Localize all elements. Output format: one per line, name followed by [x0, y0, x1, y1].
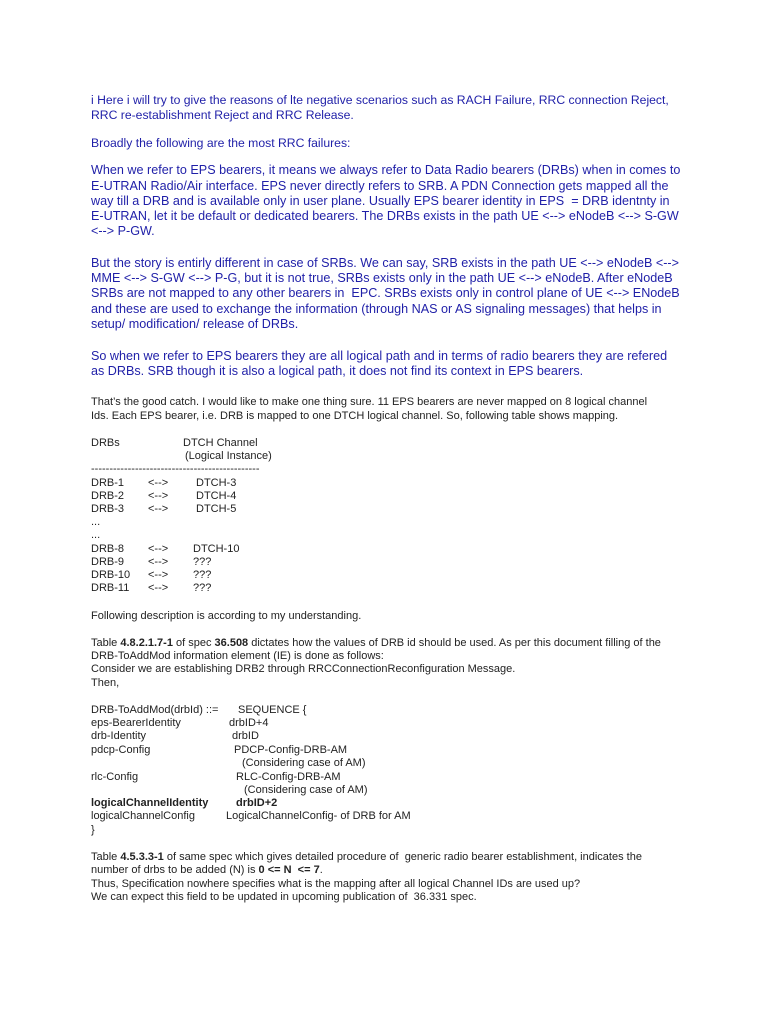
- intro-line: RRC re-establishment Reject and RRC Release.: [91, 108, 354, 122]
- mapping-separator: ----------------------------------------------: [91, 463, 260, 475]
- asn-field-value: PDCP-Config-DRB-AM: [234, 744, 348, 756]
- catch-line: Ids. Each EPS bearer, i.e. DRB is mapped to one DTCH logical channel. So, following table shows mapping.: [91, 410, 619, 422]
- mapping-row-drb: DRB-9: [91, 556, 125, 568]
- mapping-row-drb: DRB-8: [91, 543, 125, 555]
- asn-field-name: logicalChannelIdentity: [91, 797, 209, 809]
- mapping-row-arrow: <-->: [148, 477, 169, 489]
- asn-field-name: eps-BearerIdentity: [91, 717, 181, 729]
- asn-field-value: drbID+4: [229, 717, 269, 729]
- asn-field-value: drbID: [232, 730, 259, 742]
- text-fragment: .: [319, 864, 323, 876]
- asn-field-name: rlc-Config: [91, 771, 139, 783]
- asn-field-value: LogicalChannelConfig- of DRB for AM: [226, 810, 411, 822]
- para2-line: But the story is entirly different in case of SRBs. We can say, SRB exists in the path UE <--> eNodeB <-->: [91, 256, 679, 270]
- table-number: 4.5.3.3-1: [120, 851, 164, 863]
- table2-line: [91, 864, 323, 878]
- table-ref-line: Consider we are establishing DRB2 through RRCConnectionReconfiguration Message.: [91, 663, 516, 675]
- table2-line: [91, 851, 642, 865]
- text-fragment: number of drbs to be added (N) is: [91, 864, 259, 876]
- mapping-row-arrow: <-->: [148, 543, 169, 555]
- mapping-row-dtch: ???: [193, 582, 212, 594]
- asn-field-value-bold: [236, 797, 277, 811]
- text-fragment: Table: [91, 637, 121, 649]
- asn-field-value: drbID+2: [236, 797, 278, 809]
- mapping-row-drb: DRB-11: [91, 582, 130, 594]
- para1-line: way till a DRB and is available only in user plane. Usually EPS bearer identity in EPS = DRB identnty in: [91, 194, 670, 208]
- spec-number: 36.508: [214, 637, 249, 649]
- asn-field-name: drb-Identity: [91, 730, 147, 742]
- para2-line: SRBs are not mapped to any other bearers in EPC. SRBs exists only in control plane of UE <--> ENodeB: [91, 286, 680, 300]
- mapping-row-dtch: ???: [193, 556, 212, 568]
- para1-line: When we refer to EPS bearers, it means we always refer to Data Radio bearers (DRBs) when in comes to: [91, 163, 681, 177]
- mapping-header-dtch-sub: (Logical Instance): [185, 450, 272, 462]
- para1-line: E-UTRAN, let it be default or dedicated bearers. The DRBs exists in the path UE <--> eNodeB <--> S-GW: [91, 209, 679, 223]
- mapping-row-arrow: <-->: [148, 582, 169, 594]
- mapping-header-dtch: DTCH Channel: [183, 437, 258, 449]
- mapping-row-dtch: ???: [193, 569, 212, 581]
- broadly-heading: Broadly the following are the most RRC failures:: [91, 136, 351, 150]
- mapping-header-drbs: DRBs: [91, 437, 120, 449]
- asn-field-value: RLC-Config-DRB-AM: [236, 771, 341, 783]
- mapping-row-dtch: DTCH-10: [193, 543, 240, 555]
- text-fragment: of spec: [172, 637, 215, 649]
- mapping-row-dtch: DTCH-5: [196, 503, 237, 515]
- asn-field-name-bold: [91, 797, 208, 811]
- following-note: Following description is according to my understanding.: [91, 610, 362, 622]
- mapping-row-drb: ...: [91, 529, 101, 541]
- asn-field-name: pdcp-Config: [91, 744, 151, 756]
- table-ref-line: DRB-ToAddMod information element (IE) is done as follows:: [91, 650, 384, 662]
- catch-line: That’s the good catch. I would like to make one thing sure. 11 EPS bearers are never mapped on 8 logical channel: [91, 396, 648, 408]
- para2-line: MME <--> S-GW <--> P-G, but it is not true, SRBs exists only in the path UE <--> eNodeB. After eNodeB: [91, 271, 673, 285]
- mapping-row-arrow: <-->: [148, 556, 169, 568]
- table-number: 4.8.2.1.7-1: [120, 637, 173, 649]
- asn-head-sequence: SEQUENCE {: [238, 704, 307, 716]
- table2-line: We can expect this field to be updated in upcoming publication of 36.331 spec.: [91, 891, 477, 903]
- mapping-row-drb: ...: [91, 516, 101, 528]
- asn-field-note: (Considering case of AM): [242, 757, 366, 769]
- asn-field-name: logicalChannelConfig: [91, 810, 195, 822]
- mapping-row-dtch: DTCH-3: [196, 477, 237, 489]
- table2-line: Thus, Specification nowhere specifies what is the mapping after all logical Channel IDs are used up?: [91, 878, 581, 890]
- para3-line: as DRBs. SRB though it is also a logical path, it does not find its context in EPS bearers.: [91, 364, 584, 378]
- mapping-row-drb: DRB-3: [91, 503, 125, 515]
- para1-line: <--> P-GW.: [91, 224, 155, 238]
- range-expression: 0 <= N <= 7: [258, 864, 320, 876]
- para2-line: and these are used to exchange the information (through NAS or AS signaling messages) that helps in: [91, 302, 662, 316]
- para3-line: So when we refer to EPS bearers they are all logical path and in terms of radio bearers they are refered: [91, 349, 668, 363]
- intro-line: i Here i will try to give the reasons of lte negative scenarios such as RACH Failure, RRC connection Reject,: [91, 93, 669, 107]
- mapping-row-dtch: DTCH-4: [196, 490, 237, 502]
- asn-head-name: DRB-ToAddMod(drbId) ::=: [91, 704, 219, 716]
- mapping-row-arrow: <-->: [148, 490, 169, 502]
- text-fragment: Table: [91, 851, 121, 863]
- para1-line: E-UTRAN Radio/Air interface. EPS never directly refers to SRB. A PDN Connection gets mapped all the: [91, 179, 669, 193]
- asn-close-brace: }: [91, 824, 95, 836]
- mapping-row-drb: DRB-1: [91, 477, 125, 489]
- text-fragment: of same spec which gives detailed procedure of generic radio bearer establishment, indicates the: [163, 851, 642, 863]
- mapping-row-drb: DRB-10: [91, 569, 131, 581]
- table-ref-line: Then,: [91, 677, 120, 689]
- mapping-row-arrow: <-->: [148, 569, 169, 581]
- text-fragment: dictates how the values of DRB id should be used. As per this document filling of the: [248, 637, 661, 649]
- mapping-row-arrow: <-->: [148, 503, 169, 515]
- table-ref-line: [91, 637, 661, 651]
- asn-field-note: (Considering case of AM): [244, 784, 368, 796]
- mapping-row-drb: DRB-2: [91, 490, 125, 502]
- para2-line: setup/ modification/ release of DRBs.: [91, 317, 299, 331]
